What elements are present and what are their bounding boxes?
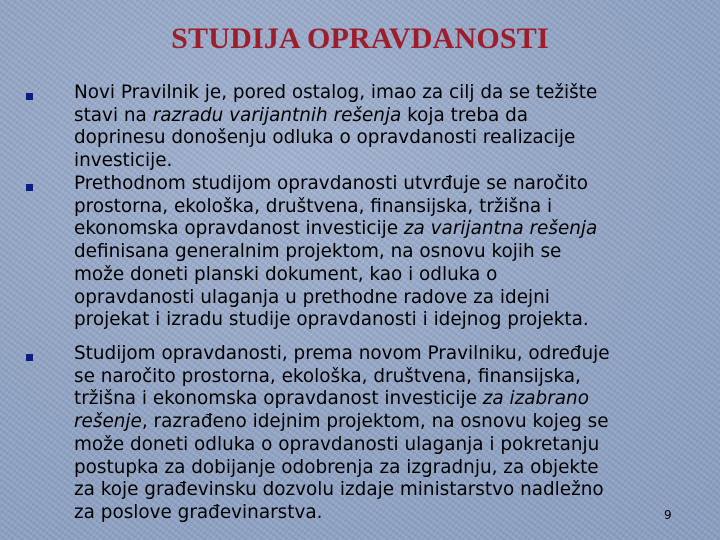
text-run: , razrađeno idejnim projektom, na osnovu kojeg se [141, 411, 609, 433]
bullet-marker-icon [26, 184, 33, 191]
text-line [74, 82, 694, 105]
italic-text-run: za izabrano [482, 388, 589, 410]
text-run: ekonomska opravdanost investicije [74, 218, 404, 240]
text-line [74, 388, 694, 411]
text-run: projekat i izradu studije opravdanosti i idejnog projekta. [74, 309, 589, 331]
text-run: se naročito prostorna, ekološka, društvena, finansijska, [74, 365, 581, 387]
text-line [74, 196, 694, 219]
text-run: Studijom opravdanosti, prema novom Pravilniku, određuje [74, 343, 610, 364]
text-run: tržišna i ekonomska opravdanost investicije [74, 388, 483, 410]
text-line [74, 287, 694, 310]
text-run: prostorna, ekološka, društvena, finansijska, tržišna i [74, 195, 553, 217]
text-run: stavi na [74, 104, 153, 126]
text-line [74, 105, 694, 128]
text-run: definisana generalnim projektom, na osnovu kojih se [74, 241, 562, 263]
italic-text-run: za varijantna rešenja [403, 218, 598, 240]
slide-title: STUDIJA OPRAVDANOSTI [171, 22, 549, 55]
bullet-marker-icon [26, 354, 33, 361]
text-line [74, 127, 694, 150]
page-number: 9 [664, 508, 672, 522]
text-run: za poslove građevinarstva. [74, 501, 323, 523]
italic-text-run: rešenje [74, 411, 142, 433]
text-line [74, 309, 694, 332]
bullet-marker-icon [26, 93, 33, 100]
text-line [74, 150, 694, 173]
text-run: može doneti odluka o opravdanosti ulaganja i pokretanju [74, 433, 600, 455]
italic-text-run: razradu varijantnih rešenja [152, 104, 402, 126]
text-run: Novi Pravilnik je, pored ostalog, imao za cilj da se težište [74, 82, 598, 103]
text-line [74, 173, 694, 196]
text-run: opravdanosti ulaganja u prethodne radove za idejni [74, 286, 550, 308]
text-line [74, 479, 694, 502]
text-line [74, 457, 694, 480]
bullet-text [74, 82, 694, 173]
text-line [74, 241, 694, 264]
text-run: može doneti planski dokument, kao i odluka o [74, 263, 498, 285]
text-line [74, 366, 694, 389]
text-line [74, 343, 694, 366]
text-run: doprinesu donošenju odluka o opravdanosti realizacije [74, 127, 576, 149]
text-line [74, 218, 694, 241]
text-run: za koje građevinsku dozvolu izdaje ministarstvo nadležno [74, 479, 604, 501]
text-run: koja treba da [401, 104, 529, 126]
text-line [74, 411, 694, 434]
bullet-text [74, 343, 694, 525]
text-run: Prethodnom studijom opravdanosti utvrđuje se naročito [74, 173, 588, 194]
text-line [74, 434, 694, 457]
text-run: postupka za dobijanje odobrenja za izgradnju, za objekte [74, 456, 599, 478]
text-line [74, 502, 694, 525]
text-line [74, 264, 694, 287]
bullet-text [74, 173, 694, 332]
text-run: investicije. [74, 150, 173, 172]
